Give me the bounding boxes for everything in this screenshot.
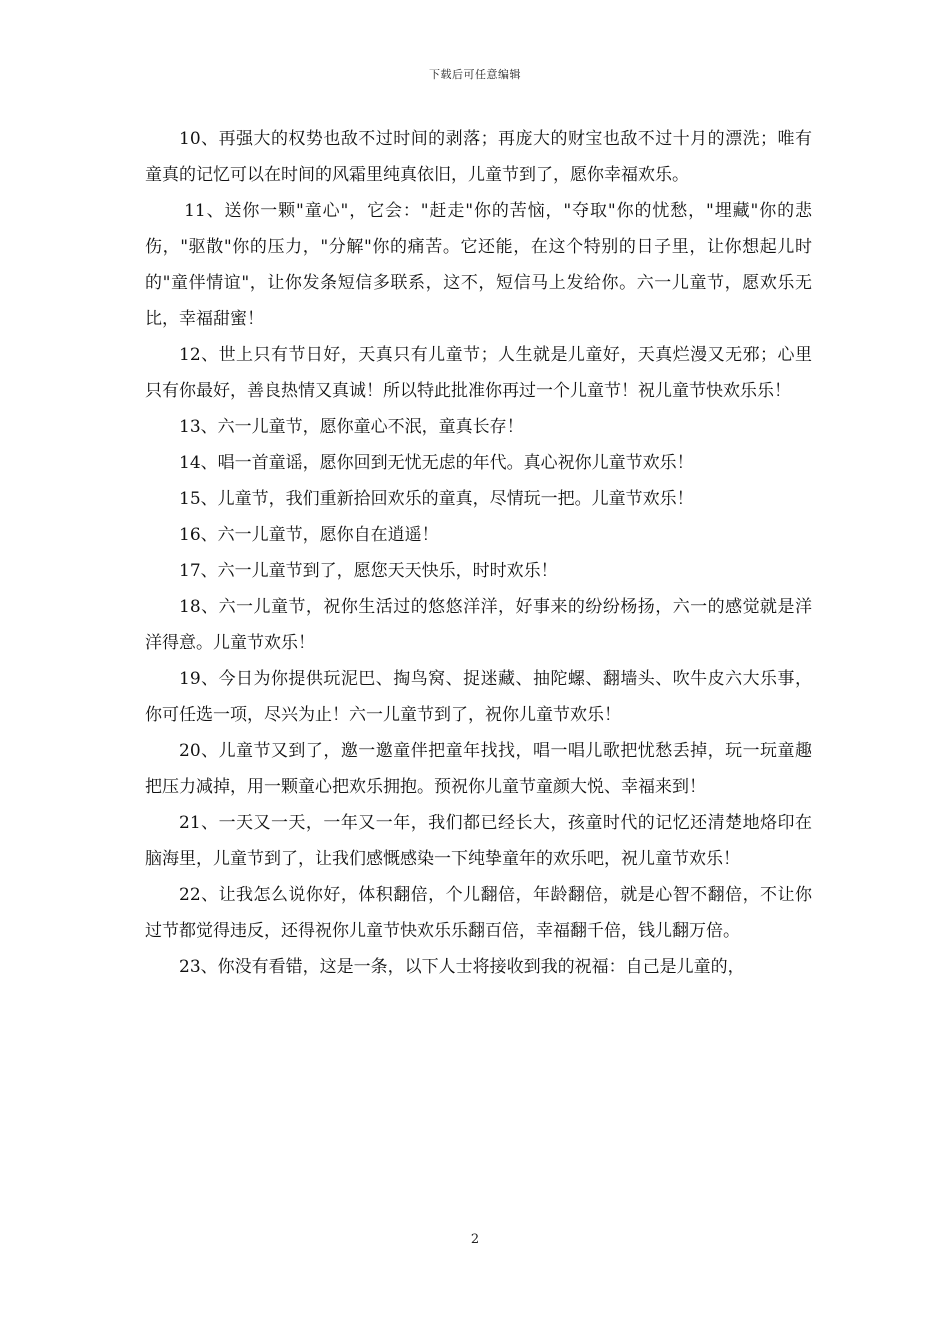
paragraph-22: 22、让我怎么说你好，体积翻倍，个儿翻倍，年龄翻倍，就是心智不翻倍，不让你过节都觉得违反，还得祝你儿童节快欢乐乐翻百倍，幸福翻千倍，钱儿翻万倍。 xyxy=(145,885,812,941)
paragraph-11: 11、送你一颗"童心"，它会："赶走"你的苦恼，"夺取"你的忧愁，"埋藏"你的悲伤，"驱散"你的压力，"分解"你的痛苦。它还能，在这个特别的日子里，让你想起儿时的"童伴情谊"，让你发条短信多联系，这不，短信马上发给你。六一儿童节，愿欢乐无比，幸福甜蜜！ xyxy=(145,201,812,329)
paragraph-10: 10、再强大的权势也敌不过时间的剥落；再庞大的财宝也敌不过十月的漂洗；唯有童真的记忆可以在时间的风霜里纯真依旧，儿童节到了，愿你幸福欢乐。 xyxy=(145,129,812,185)
paragraph-14: 14、唱一首童谣，愿你回到无忧无虑的年代。真心祝你儿童节欢乐！ xyxy=(179,453,694,473)
paragraph-23: 23、你没有看错，这是一条，以下人士将接收到我的祝福：自己是儿童的， xyxy=(179,957,745,977)
paragraph-13: 13、六一儿童节，愿你童心不泯，童真长存！ xyxy=(179,417,524,437)
paragraph-15: 15、儿童节，我们重新拾回欢乐的童真，尽情玩一把。儿童节欢乐！ xyxy=(179,489,694,509)
paragraph-17: 17、六一儿童节到了，愿您天天快乐，时时欢乐！ xyxy=(179,561,558,581)
paragraph-16: 16、六一儿童节，愿你自在逍遥！ xyxy=(179,525,439,545)
paragraph-21: 21、一天又一天，一年又一年，我们都已经长大，孩童时代的记忆还清楚地烙印在脑海里，儿童节到了，让我们感慨感染一下纯挚童年的欢乐吧，祝儿童节欢乐！ xyxy=(145,813,812,869)
page-number: 2 xyxy=(470,1232,480,1247)
document-body xyxy=(145,121,812,985)
paragraph-12: 12、世上只有节日好，天真只有儿童节；人生就是儿童好，天真烂漫又无邪；心里只有你最好，善良热情又真诚！所以特此批准你再过一个儿童节！祝儿童节快欢乐乐！ xyxy=(145,345,812,401)
page-header: 下载后可任意编辑 xyxy=(429,68,521,81)
paragraph-18: 18、六一儿童节，祝你生活过的悠悠洋洋，好事来的纷纷杨扬，六一的感觉就是洋洋得意。儿童节欢乐！ xyxy=(145,597,812,653)
paragraph-20: 20、儿童节又到了，邀一邀童伴把童年找找，唱一唱儿歌把忧愁丢掉，玩一玩童趣把压力减掉，用一颗童心把欢乐拥抱。预祝你儿童节童颜大悦、幸福来到！ xyxy=(145,741,812,797)
paragraph-19: 19、今日为你提供玩泥巴、掏鸟窝、捉迷藏、抽陀螺、翻墙头、吹牛皮六大乐事，你可任选一项，尽兴为止！六一儿童节到了，祝你儿童节欢乐！ xyxy=(145,669,812,725)
